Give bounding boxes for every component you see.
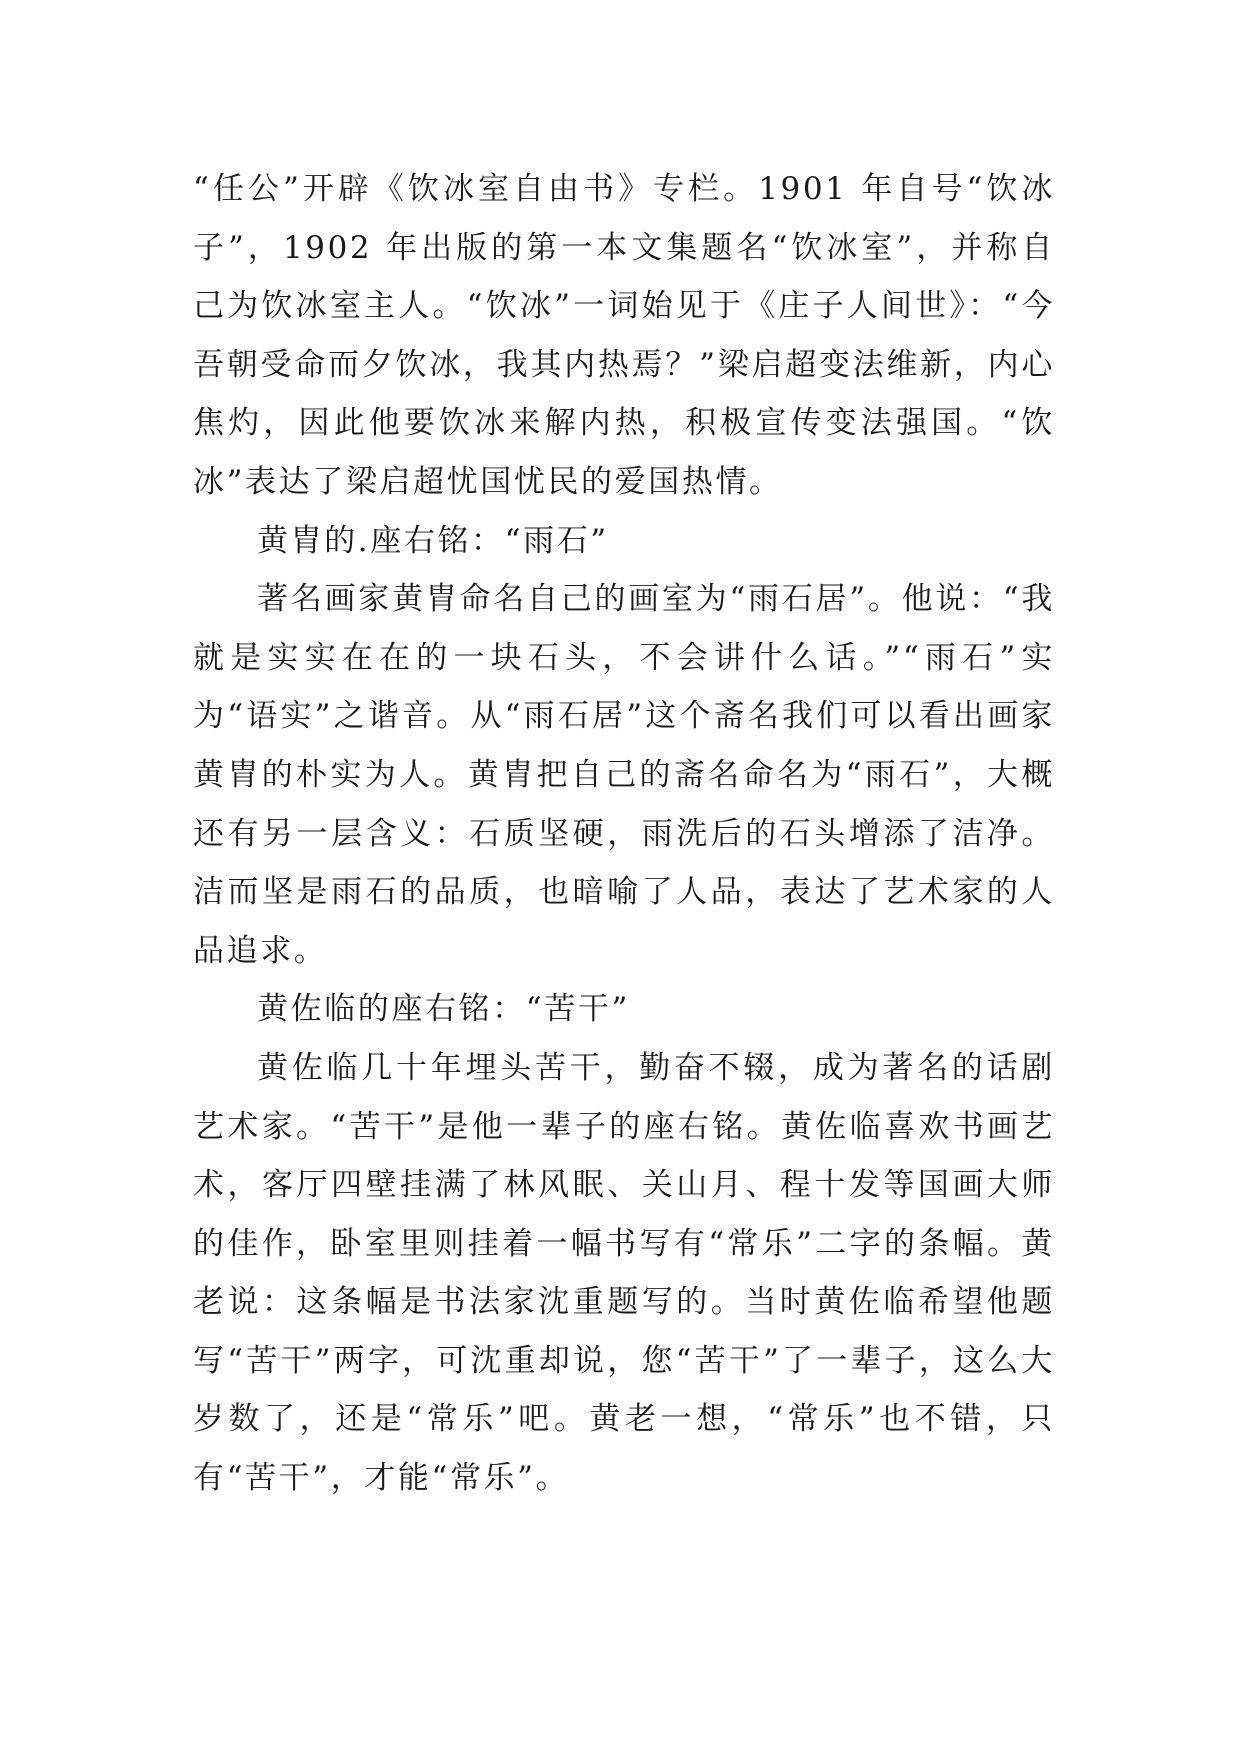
paragraph-kugan: 黄佐临几十年埋头苦干，勤奋不辍，成为著名的话剧艺术家。“苦干”是他一辈子的座右铭。黄佐临喜欢书画艺术，客厅四壁挂满了林风眠、关山月、程十发等国画大师的佳作，卧室里则挂着一幅书写有“常乐”二字的条幅。黄老说：这条幅是书法家沈重题写的。当时黄佐临希望他题写“苦干”两字，可沈重却说，您“苦干”了一辈子，这么大岁数了，还是“常乐”吧。黄老一想，“常乐”也不错，只有“苦干”，才能“常乐”。 <box>193 1049 1055 1497</box>
heading-huangzhou-motto: 黄胄的.座右铭：“雨石” <box>257 522 609 559</box>
document-body <box>193 160 1055 1508</box>
paragraph-yinbing: “任公”开辟《饮冰室自由书》专栏。1901 年自号“饮冰子”，1902 年出版的第一本文集题名“饮冰室”，并称自己为饮冰室主人。“饮冰”一词始见于《庄子人间世》：“今吾朝受命而夕饮冰，我其内热焉？”梁启超变法维新，内心焦灼，因此他要饮冰来解内热，积极宣传变法强国。“饮冰”表达了梁启超忧国忧民的爱国热情。 <box>193 171 1055 500</box>
paragraph-yushi: 著名画家黄胄命名自己的画室为“雨石居”。他说：“我就是实实在在的一块石头，不会讲什么话。”“雨石”实为“语实”之谐音。从“雨石居”这个斋名我们可以看出画家黄胄的朴实为人。黄胄把自己的斋名命名为“雨石”，大概还有另一层含义：石质坚硬，雨洗后的石头增添了洁净。洁而坚是雨石的品质，也暗喻了人品，表达了艺术家的人品追求。 <box>193 581 1055 969</box>
heading-huangzuolin-motto: 黄佐临的座右铭：“苦干” <box>257 991 630 1028</box>
